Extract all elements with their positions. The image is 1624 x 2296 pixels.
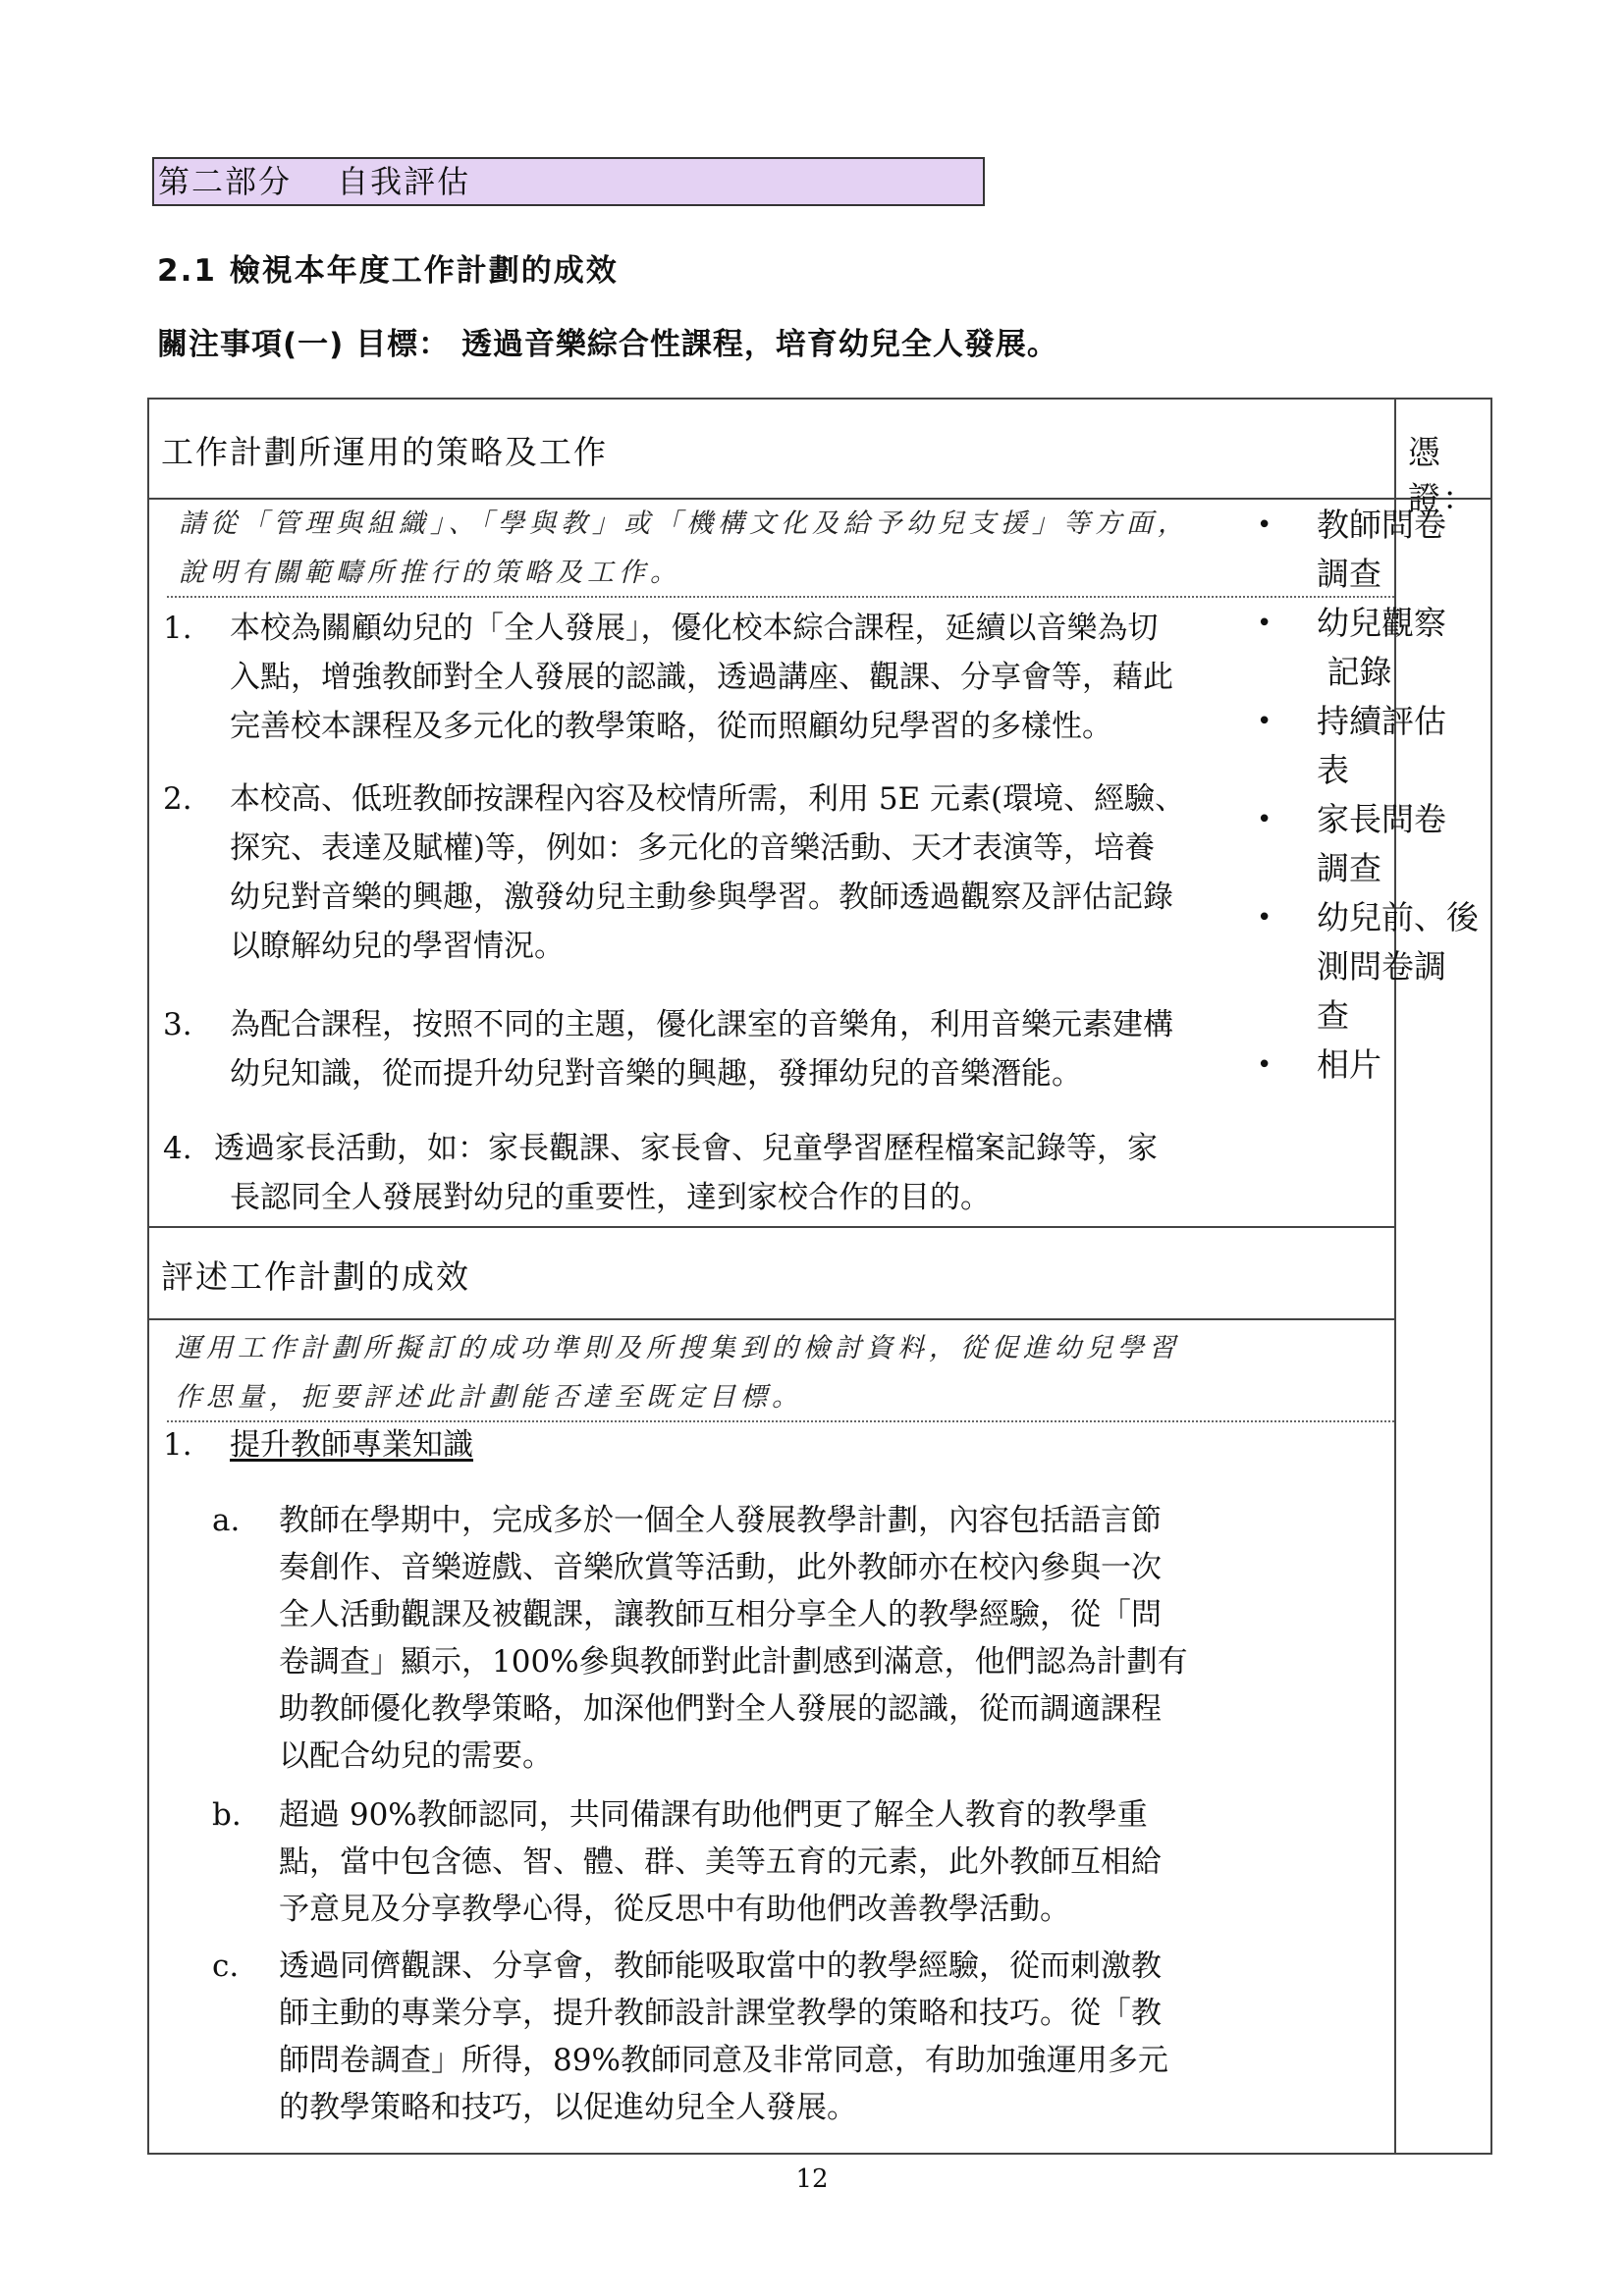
focus-label: 關注事項(一) 目標： [157,327,451,362]
evidence-item: • 幼兒前、後 測問卷調 查 [1255,893,1490,1041]
evidence-item: • 教師問卷 調查 [1255,501,1490,599]
evidence-item: • 家長問卷 調查 [1255,795,1490,893]
focus-text: 透過音樂綜合性課程，培育幼兒全人發展。 [460,327,1058,362]
strategy-number: 4. [163,1131,192,1166]
strategy-item: 1. 本校為關顧幼兒的「全人發展」，優化校本綜合課程，延續以音樂為切 入點，增強教師對全人發展的認識，透過講座、觀課、分享會等，藉此 完善校本課程及多元化的教學策略，從而照顧幼兒學習的多樣性。 [163,604,1390,751]
strategy-number: 3. [163,1007,192,1042]
evidence-item: • 持續評估 表 [1255,697,1490,795]
evaluation-header-divider [149,1318,1396,1320]
section-title: 2.1 檢視本年度工作計劃的成效 [157,253,619,289]
strategy-item: 3. 為配合課程，按照不同的主題，優化課室的音樂角，利用音樂元素建構 幼兒知識，從而提升幼兒對音樂的興趣，發揮幼兒的音樂潛能。 [163,1000,1390,1098]
strategy-number: 1. [163,611,192,646]
evaluation-header: 評述工作計劃的成效 [161,1257,470,1296]
section-divider [149,1226,1396,1228]
evidence-header: 憑證： [1408,433,1477,517]
bullet-icon: • [1257,903,1272,933]
evaluation-subitem: c. 透過同儕觀課、分享會，教師能吸取當中的教學經驗，從而刺激教 師主動的專業分享，提升教師設計課堂教學的策略和技巧。從「教 師問卷調查」所得，89%教師同意及非常同意，有助加強運用多元 的教學策略和技巧，以促進幼兒全人發展。 [212,1949,1168,2125]
evaluation-subitem: b. 超過 90%教師認同，共同備課有助他們更了解全人教育的教學重 點，當中包含德、智、體、群、美等五育的元素，此外教師互相給 予意見及分享教學心得，從反思中有助他們改善教學活動。 [212,1797,1162,1927]
evaluation-guide: 運用工作計劃所擬訂的成功準則及所搜集到的檢討資料，從促進幼兒學習 作思量，扼要評述此計劃能否達至既定目標。 [175,1333,1180,1413]
bullet-icon: • [1257,1050,1272,1080]
focus-line [157,319,1058,363]
strategy-item: 4. 透過家長活動，如：家長觀課、家長會、兒童學習歷程檔案記錄等，家 長認同全人發展對幼兒的重要性，達到家校合作的目的。 [163,1124,1390,1222]
bullet-icon: • [1257,707,1272,736]
evaluation-subitem: a. 教師在學期中，完成多於一個全人發展教學計劃，內容包括語言節 奏創作、音樂遊戲、音樂欣賞等活動，此外教師亦在校內參與一次 全人活動觀課及被觀課，讓教師互相分享全人的教學經驗，從「問 卷調查」顯示，100%參與教師對此計劃感到滿意，他們認為計劃有 助教師優化教學策略，加深他們對全人發展的認識，從而調適課程 以配合幼兒的需要。 [212,1503,1188,1774]
evaluation-item [163,1420,1390,1469]
strategy-number: 2. [163,781,192,817]
part-header: 第二部分 自我評估 [152,157,985,206]
evidence-list [1255,501,1490,1090]
bullet-icon: • [1257,609,1272,638]
evaluation-number: 1. [163,1427,192,1463]
page-number: 12 [795,2164,829,2194]
bullet-icon: • [1257,805,1272,834]
evidence-item: • 幼兒觀察 記錄 [1255,599,1490,697]
strategies-header: 工作計劃所運用的策略及工作 [161,433,608,471]
strategy-item: 2. 本校高、低班教師按課程內容及校情所需，利用 5E 元素(環境、經驗、 探究、表達及賦權)等，例如：多元化的音樂活動、天才表演等，培養 幼兒對音樂的興趣，激發幼兒主動參與學習。教師透過觀察及評估記錄 以瞭解幼兒的學習情況。 [163,774,1390,971]
strategies-guide: 請從「管理與組織」、「學與教」或「機構文化及給予幼兒支援」等方面， 說明有關範疇所推行的策略及工作。 [179,508,1189,588]
evaluation-heading: 提升教師專業知識 [230,1427,473,1463]
bullet-icon: • [1257,510,1272,540]
evidence-item: • 相片 [1255,1041,1490,1090]
